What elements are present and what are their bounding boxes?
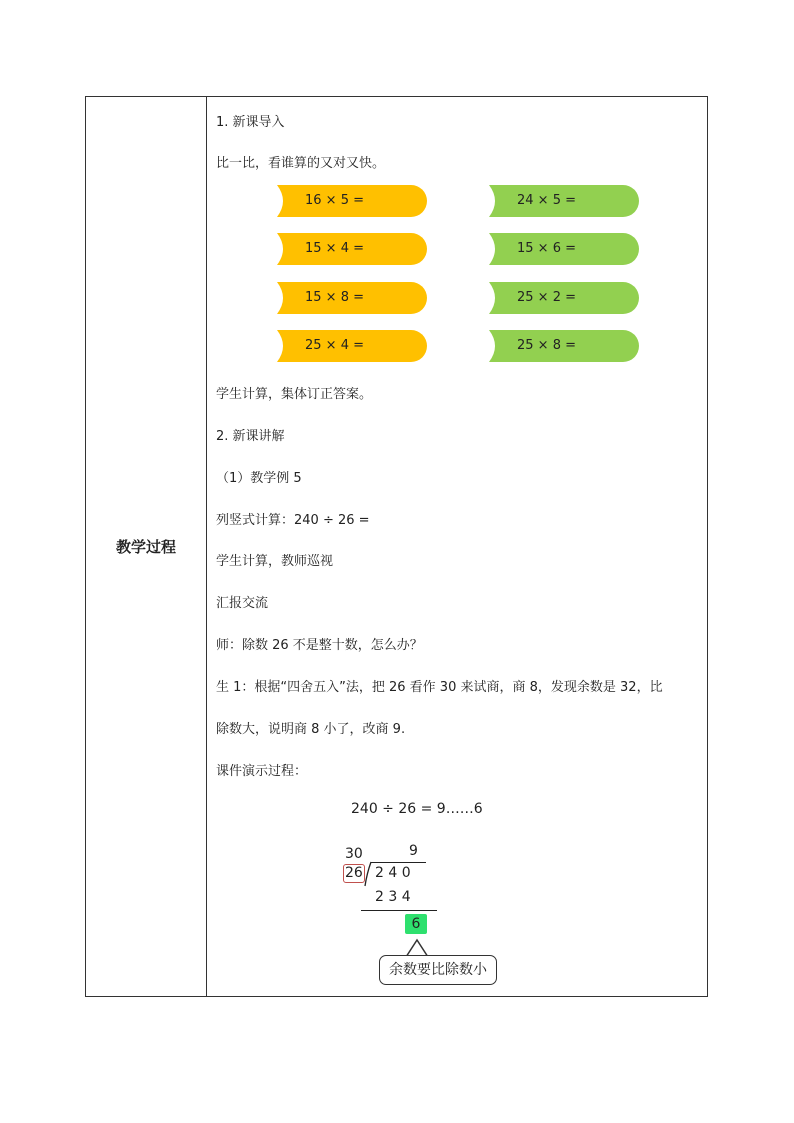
subtraction-line (361, 910, 437, 911)
pill-green (489, 330, 639, 362)
remainder-callout: 余数要比除数小 (379, 955, 497, 985)
student-calc-text: 学生计算，教师巡视 (216, 554, 334, 569)
heading-new-lesson: 2. 新课讲解 (216, 429, 285, 444)
section-label: 教学过程 (115, 538, 176, 556)
example-heading: （1）教学例 5 (216, 471, 302, 486)
pill-text: 15 × 8 = (305, 290, 364, 305)
pill-text: 25 × 4 = (305, 338, 364, 353)
column-divider (206, 96, 207, 997)
pill-yellow (277, 330, 427, 362)
pill-text: 16 × 5 = (305, 193, 364, 208)
pill-yellow (277, 282, 427, 314)
teacher-question: 师：除数 26 不是整十数，怎么办？ (216, 638, 423, 653)
pill-green (489, 185, 639, 217)
instruction-text: 比一比，看谁算的又对又快。 (216, 156, 386, 171)
pill-notch (277, 185, 293, 217)
pill-notch (489, 233, 505, 265)
pill-text: 15 × 4 = (305, 241, 364, 256)
divisor-number: 26 (345, 865, 363, 881)
pill-notch (489, 330, 505, 362)
pill-text: 25 × 2 = (517, 290, 576, 305)
dividend-number: 2 4 0 (375, 865, 411, 881)
correction-text: 学生计算，集体订正答案。 (216, 387, 373, 402)
pill-green (489, 233, 639, 265)
division-equation: 240 ÷ 26 = 9……6 (351, 801, 483, 817)
quotient-digit: 9 (409, 843, 418, 859)
estimate-number: 30 (345, 846, 363, 862)
pill-notch (277, 330, 293, 362)
pill-green (489, 282, 639, 314)
pill-notch (489, 185, 505, 217)
pill-notch (489, 282, 505, 314)
student-answer-2: 除数大，说明商 8 小了，改商 9. (216, 722, 406, 737)
student-answer-1: 生 1：根据“四舍五入”法，把 26 看作 30 来试商，商 8，发现余数是 32，比 (216, 680, 663, 695)
product-number: 2 3 4 (375, 889, 411, 905)
pill-yellow (277, 233, 427, 265)
pill-yellow (277, 185, 427, 217)
heading-intro: 1. 新课导入 (216, 115, 285, 130)
vertical-calc-task: 列竖式计算：240 ÷ 26 = (216, 513, 370, 528)
pill-notch (277, 233, 293, 265)
pill-text: 25 × 8 = (517, 338, 576, 353)
pill-notch (277, 282, 293, 314)
demo-label: 课件演示过程： (216, 764, 308, 779)
pill-text: 15 × 6 = (517, 241, 576, 256)
division-bracket (364, 861, 374, 887)
report-text: 汇报交流 (216, 596, 269, 611)
division-bar (371, 862, 426, 863)
pill-text: 24 × 5 = (517, 193, 576, 208)
remainder-box: 6 (405, 914, 427, 934)
